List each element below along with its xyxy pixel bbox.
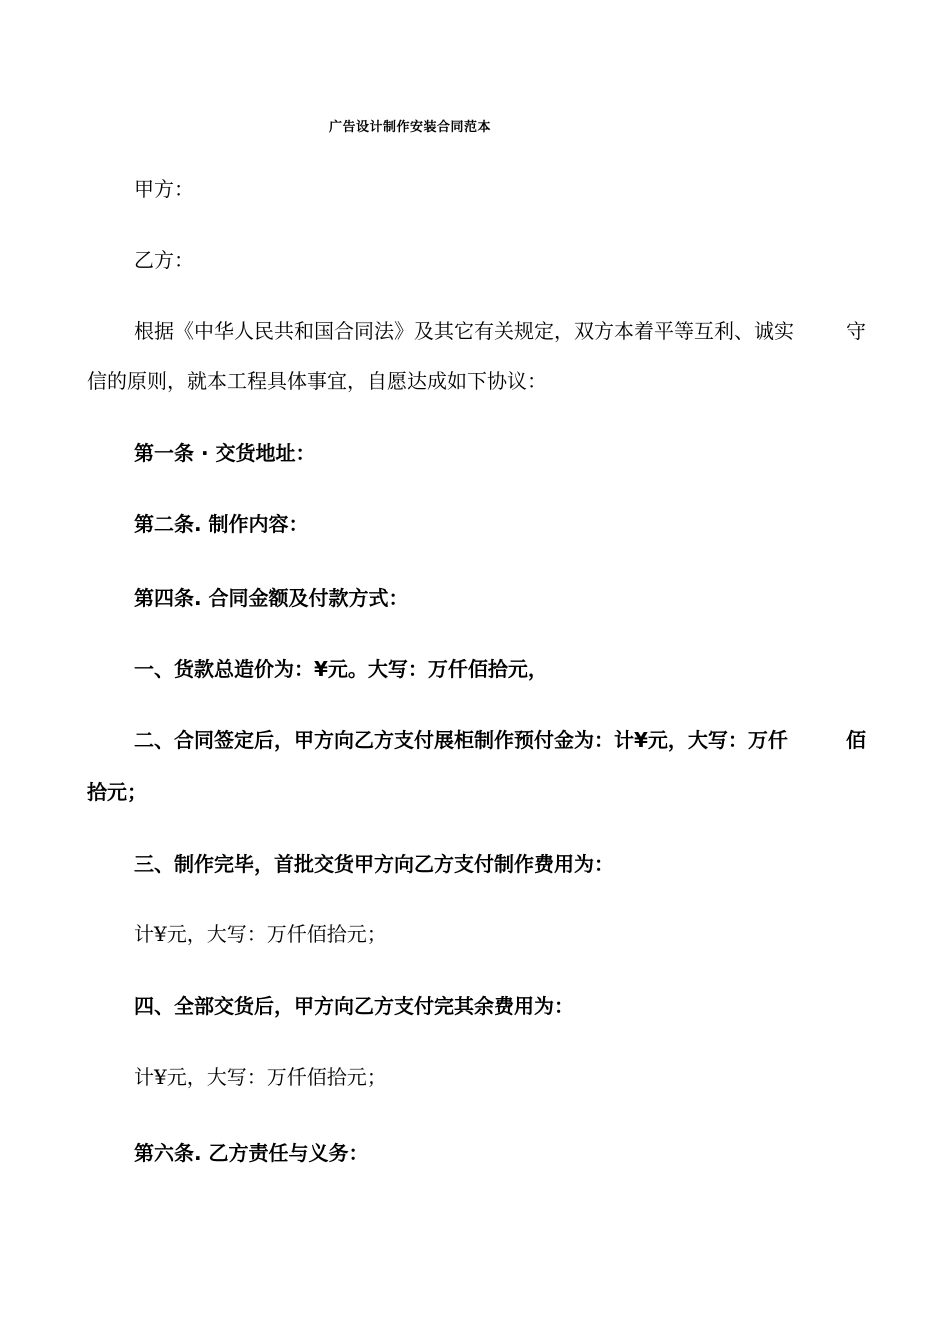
document-title: 广告设计制作安装合同范本 bbox=[328, 120, 491, 135]
preamble-line-1-text: 根据《中华人民共和国合同法》及其它有关规定，双方本着平等互利、诚实 bbox=[134, 319, 794, 343]
preamble-line-2: 信的原则，就本工程具体事宜，自愿达成如下协议： bbox=[87, 369, 547, 393]
party-a-label: 甲方： bbox=[134, 177, 194, 201]
payment-item-4-amount: 计¥元，大写：万仟佰拾元； bbox=[134, 1065, 387, 1089]
article-6-heading: 第六条. 乙方责任与义务： bbox=[134, 1141, 369, 1165]
payment-item-2-line-1 bbox=[134, 728, 866, 752]
payment-item-2-line-2: 拾元； bbox=[87, 780, 147, 804]
payment-item-3-amount: 计¥元，大写：万仟佰拾元； bbox=[134, 922, 387, 946]
payment-item-3: 三、制作完毕，首批交货甲方向乙方支付制作费用为： bbox=[134, 852, 614, 876]
article-2-heading: 第二条. 制作内容： bbox=[134, 512, 309, 536]
payment-item-2-text: 二、合同签定后，甲方向乙方支付展柜制作预付金为：计¥元，大写：万仟 bbox=[134, 728, 788, 752]
article-1-heading: 第一条 · 交货地址： bbox=[134, 441, 316, 465]
article-4-heading: 第四条. 合同金额及付款方式： bbox=[134, 586, 409, 610]
payment-item-2-end: 佰 bbox=[846, 728, 866, 752]
party-b-label: 乙方： bbox=[134, 248, 194, 272]
preamble-line-1-end: 守 bbox=[846, 319, 866, 343]
payment-item-1: 一、货款总造价为：¥元。大写：万仟佰拾元， bbox=[134, 657, 548, 681]
preamble-line-1 bbox=[134, 319, 866, 343]
payment-item-4: 四、全部交货后，甲方向乙方支付完其余费用为： bbox=[134, 994, 574, 1018]
